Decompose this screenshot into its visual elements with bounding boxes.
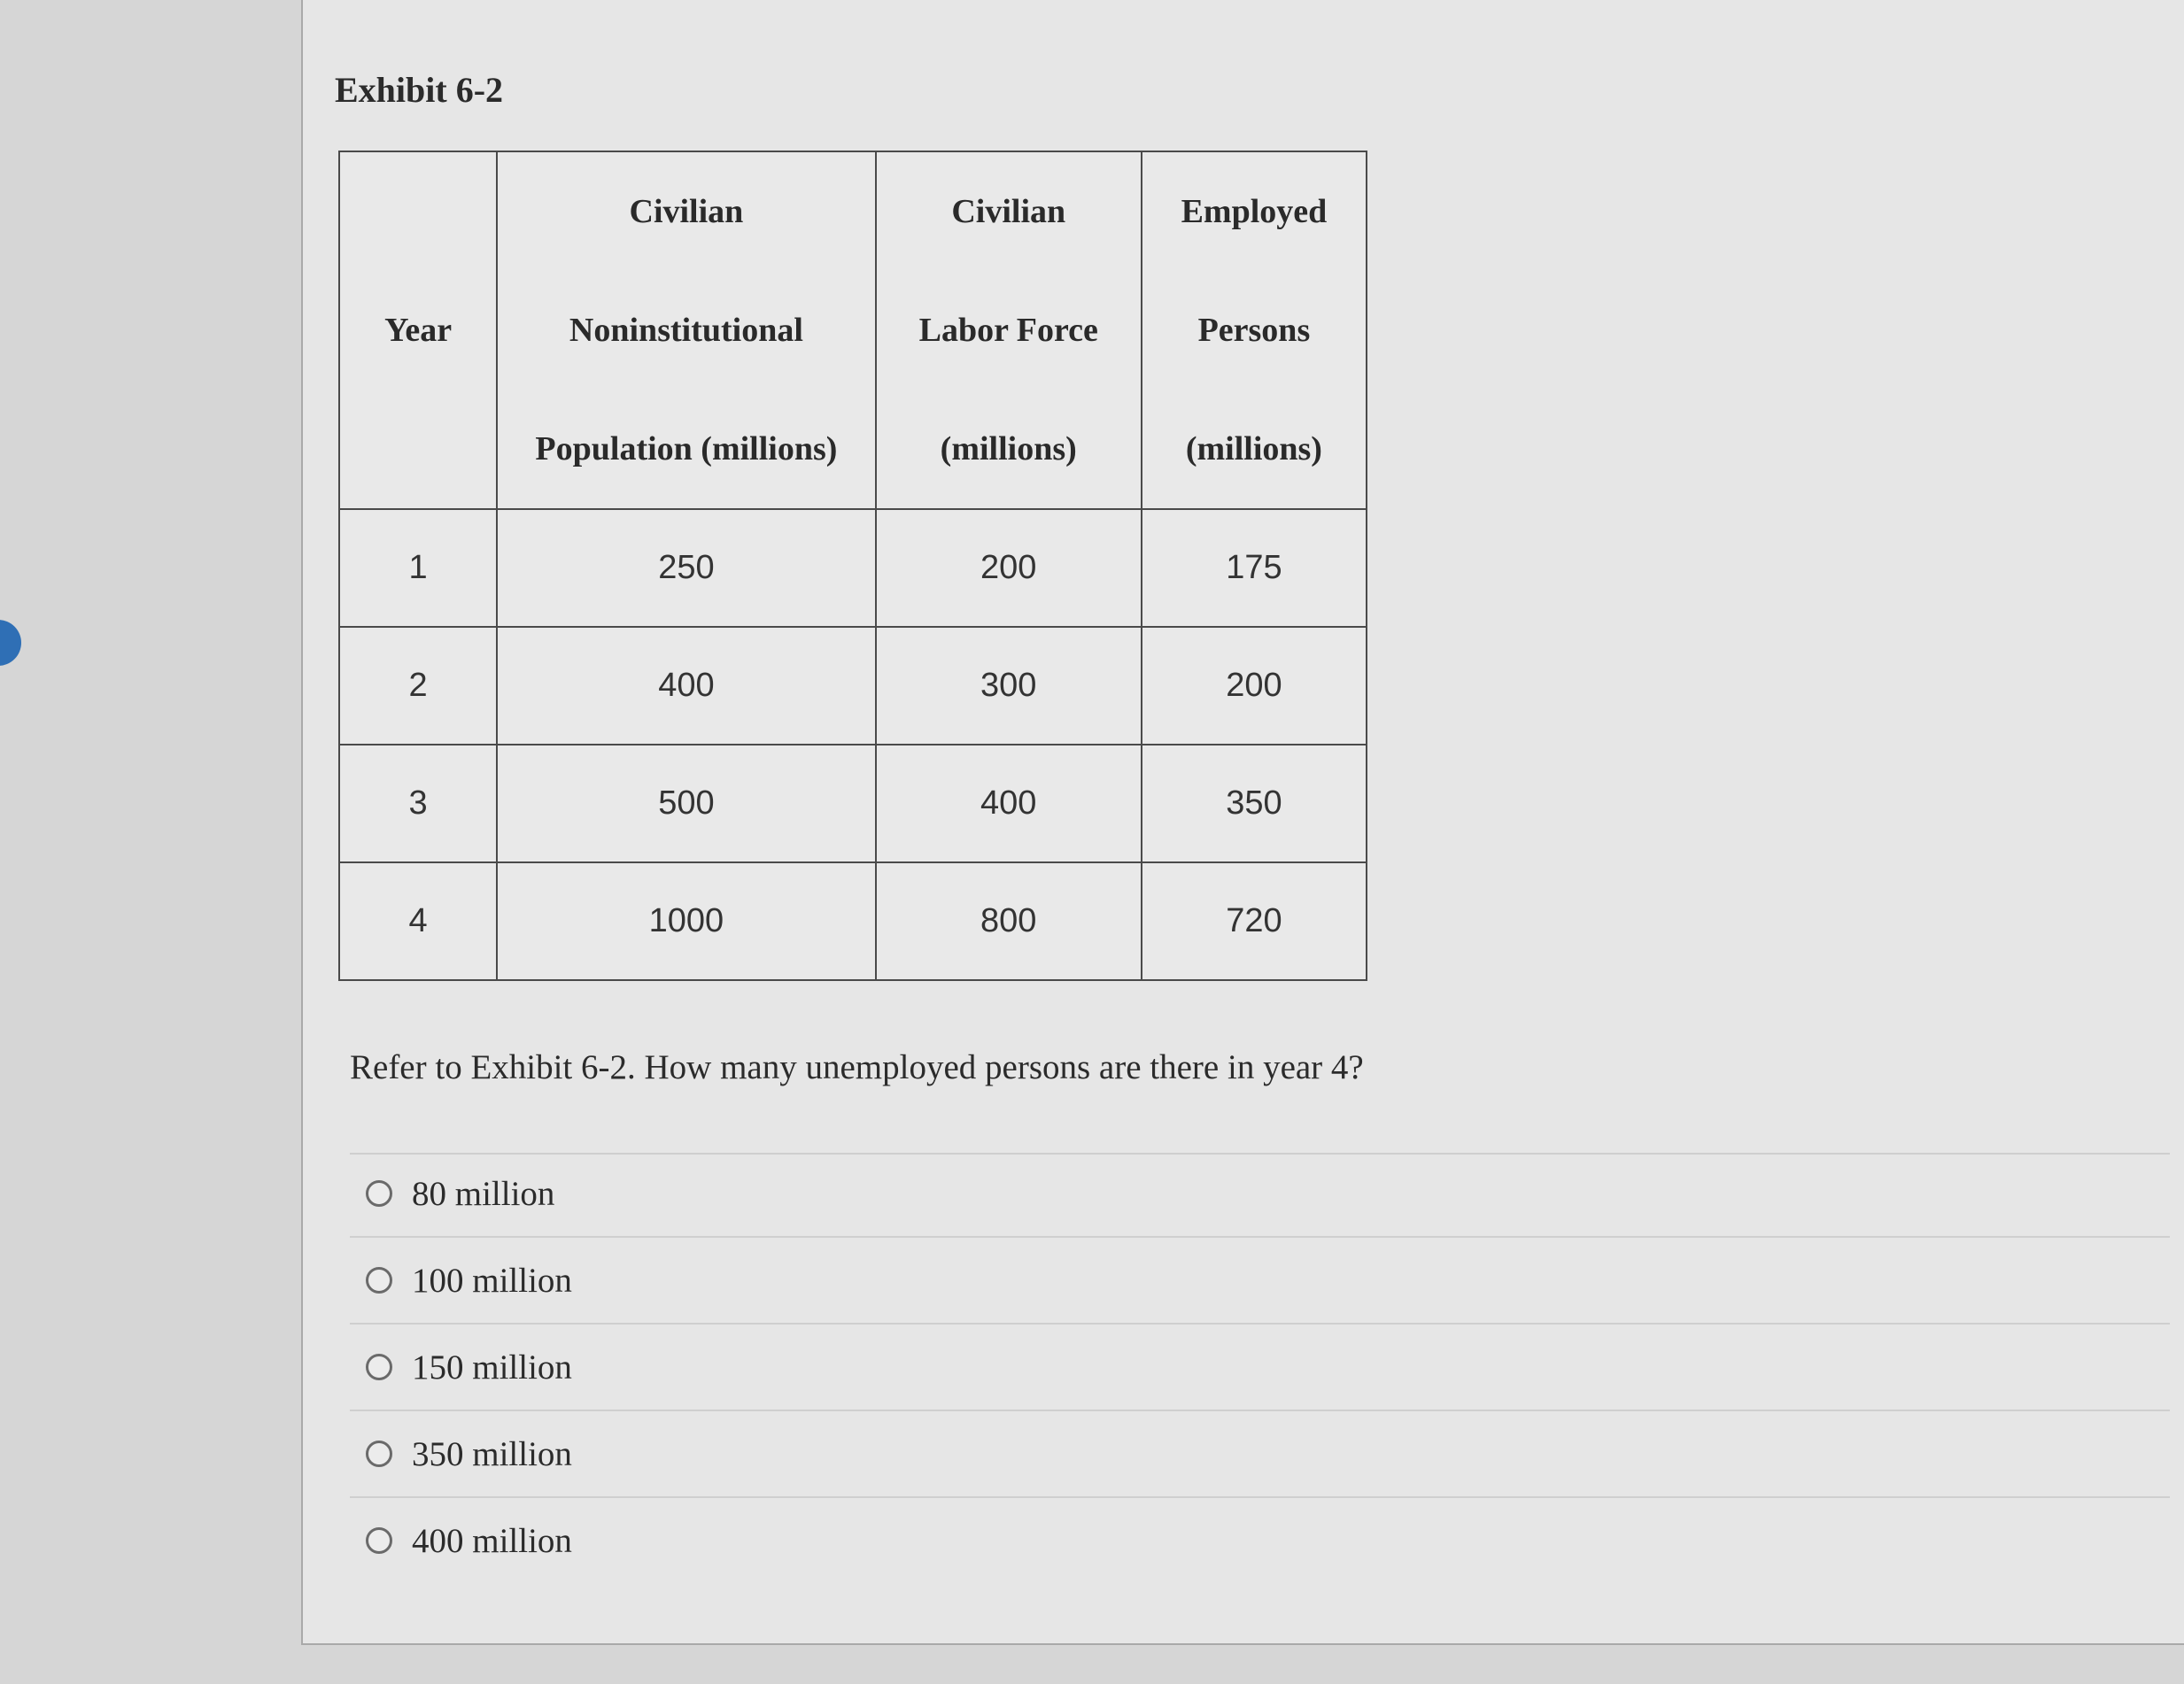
answer-option-label[interactable]: 400 million <box>412 1521 572 1560</box>
answer-option-350-million[interactable] <box>350 1411 2170 1498</box>
header-labor-force: Civilian Labor Force (millions) <box>876 151 1142 509</box>
table-header-row <box>339 151 1367 509</box>
cell-year: 4 <box>339 862 497 980</box>
answer-option-label[interactable]: 350 million <box>412 1434 572 1473</box>
cell-employed: 175 <box>1142 509 1367 627</box>
radio-button-icon[interactable] <box>366 1527 392 1554</box>
cell-year: 1 <box>339 509 497 627</box>
cell-labor-force: 400 <box>876 745 1142 862</box>
answer-option-80-million[interactable] <box>350 1151 2170 1238</box>
answer-option-label[interactable]: 150 million <box>412 1348 572 1387</box>
cell-population: 1000 <box>497 862 876 980</box>
cell-population: 250 <box>497 509 876 627</box>
table-row <box>339 627 1367 745</box>
cell-employed: 200 <box>1142 627 1367 745</box>
table-row <box>339 862 1367 980</box>
question-text: Refer to Exhibit 6-2. How many unemployed persons are there in year 4? <box>350 1048 1364 1086</box>
side-indicator-dot <box>0 620 21 666</box>
cell-labor-force: 800 <box>876 862 1142 980</box>
header-population: Civilian Noninstitutional Population (millions) <box>497 151 876 509</box>
answer-option-100-million[interactable] <box>350 1238 2170 1325</box>
answer-option-150-million[interactable] <box>350 1325 2170 1411</box>
exhibit-title: Exhibit 6-2 <box>335 70 504 110</box>
cell-population: 400 <box>497 627 876 745</box>
cell-population: 500 <box>497 745 876 862</box>
cell-employed: 350 <box>1142 745 1367 862</box>
cell-year: 2 <box>339 627 497 745</box>
exhibit-table <box>338 151 1367 981</box>
radio-button-icon[interactable] <box>366 1441 392 1467</box>
radio-button-icon[interactable] <box>366 1180 392 1207</box>
header-year: Year <box>339 151 497 509</box>
cell-labor-force: 200 <box>876 509 1142 627</box>
table-row <box>339 745 1367 862</box>
answer-option-label[interactable]: 80 million <box>412 1174 555 1213</box>
radio-button-icon[interactable] <box>366 1267 392 1294</box>
header-employed: Employed Persons (millions) <box>1142 151 1367 509</box>
table-row <box>339 509 1367 627</box>
cell-year: 3 <box>339 745 497 862</box>
cell-labor-force: 300 <box>876 627 1142 745</box>
answer-option-400-million[interactable] <box>350 1498 2170 1583</box>
cell-employed: 720 <box>1142 862 1367 980</box>
answer-option-label[interactable]: 100 million <box>412 1261 572 1300</box>
answer-options <box>350 1151 2170 1583</box>
radio-button-icon[interactable] <box>366 1354 392 1380</box>
